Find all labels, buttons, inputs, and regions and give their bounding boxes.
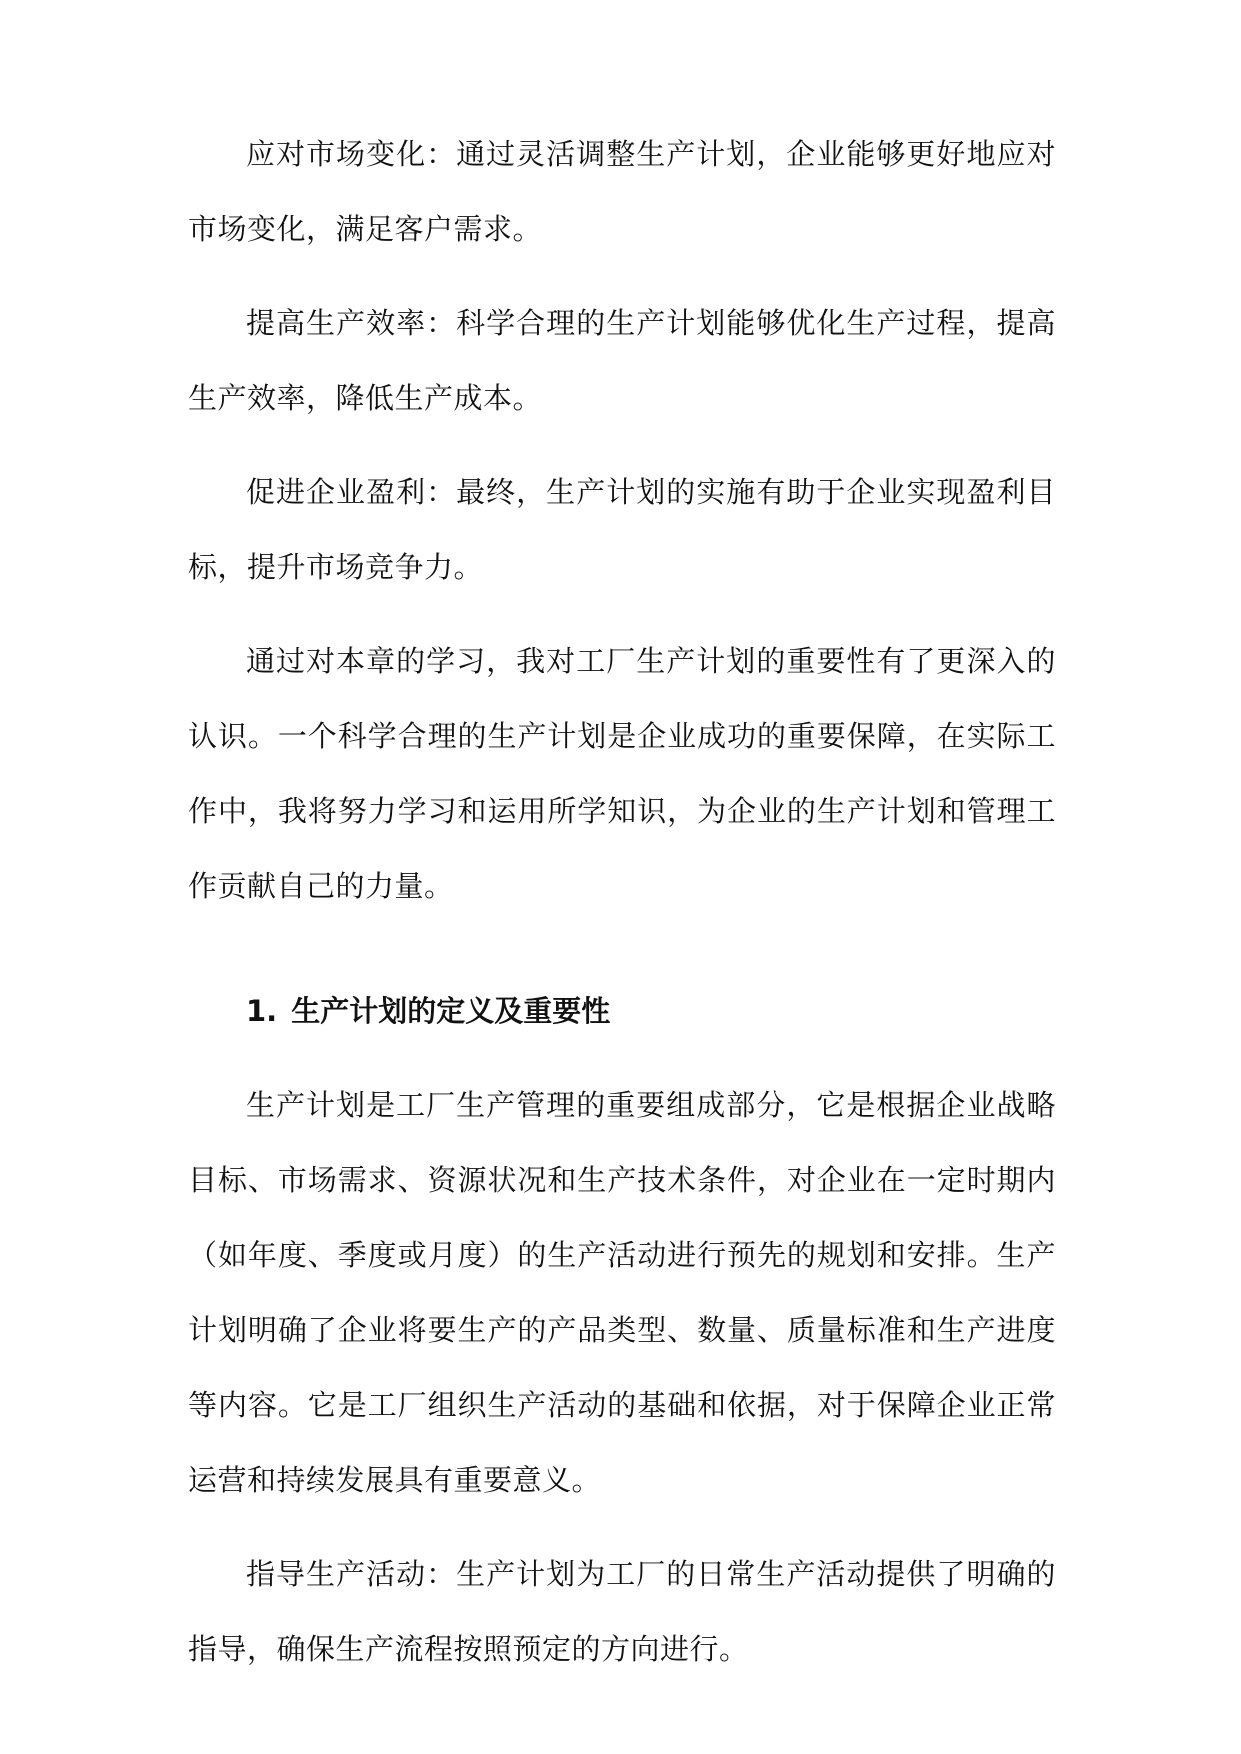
section-number: 1. <box>246 994 278 1028</box>
paragraph-definition: 生产计划是工厂生产管理的重要组成部分，它是根据企业战略目标、市场需求、资源状况和生产技术条件，对企业在一定时期内（如年度、季度或月度）的生产活动进行预先的规划和安排。生产计划明确了企业将要生产的产品类型、数量、质量标准和生产进度等内容。它是工厂组织生产活动的基础和依据，对于保障企业正常运营和持续发展具有重要意义。 <box>188 1088 1056 1497</box>
top-margin <box>188 0 1056 117</box>
paragraph-guide-production: 指导生产活动：生产计划为工厂的日常生产活动提供了明确的指导，确保生产流程按照预定的方向进行。 <box>188 1557 1056 1666</box>
document-page <box>188 0 1056 1687</box>
paragraph-improve-efficiency: 提高生产效率：科学合理的生产计划能够优化生产过程，提高生产效率，降低生产成本。 <box>188 306 1056 415</box>
paragraph-respond-market: 应对市场变化：通过灵活调整生产计划，企业能够更好地应对市场变化，满足客户需求。 <box>188 137 1056 246</box>
paragraph-chapter-summary: 通过对本章的学习，我对工厂生产计划的重要性有了更深入的认识。一个科学合理的生产计划是企业成功的重要保障，在实际工作中，我将努力学习和运用所学知识，为企业的生产计划和管理工作贡献自己的力量。 <box>188 644 1056 903</box>
paragraph-promote-profit: 促进企业盈利：最终，生产计划的实施有助于企业实现盈利目标，提升市场竞争力。 <box>188 475 1056 584</box>
section-title: 生产计划的定义及重要性 <box>291 994 611 1028</box>
section-heading <box>188 974 1056 1049</box>
